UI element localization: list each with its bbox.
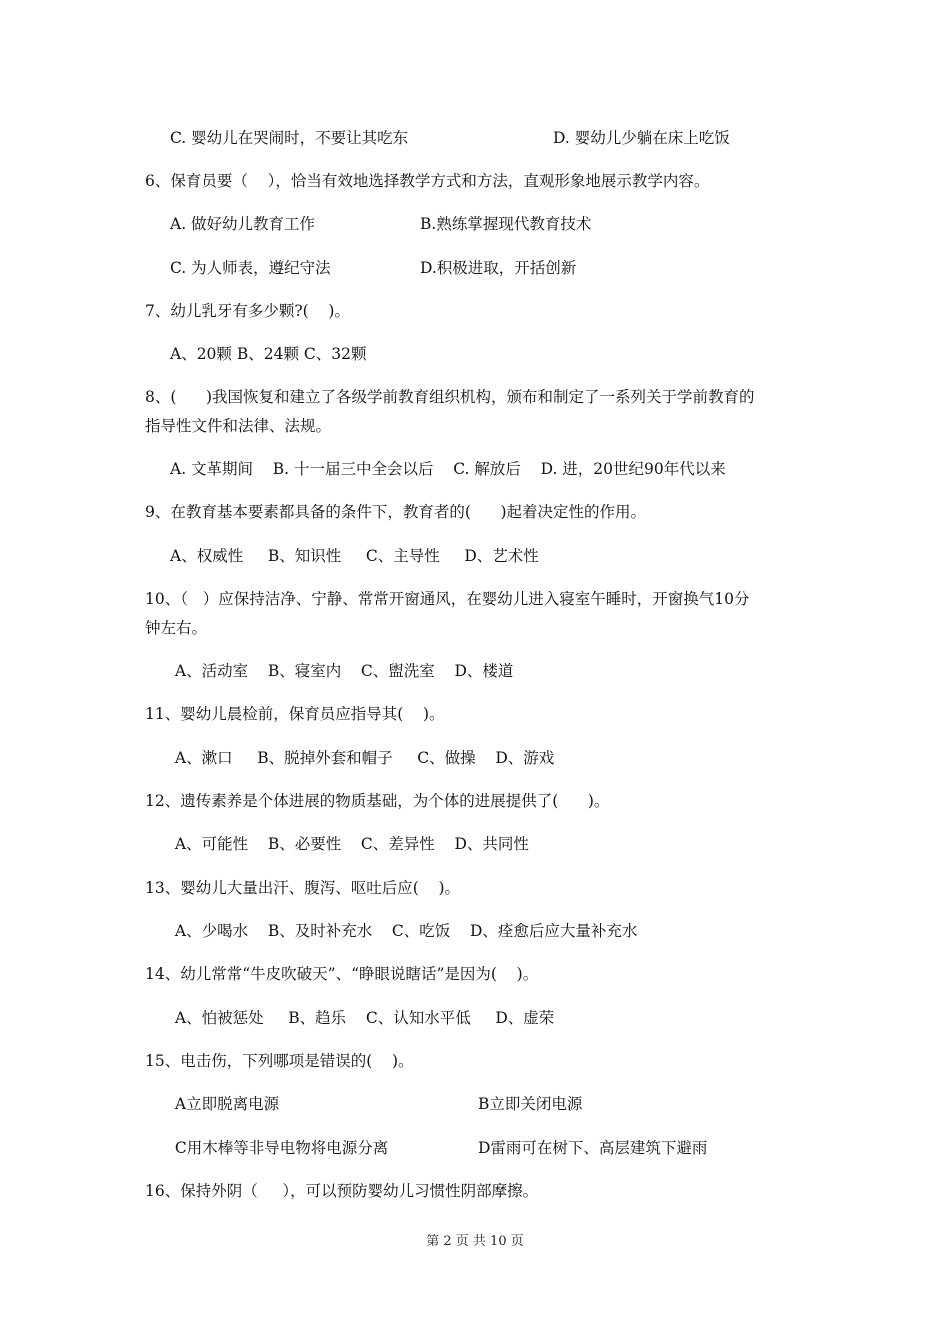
question-14: 14、幼儿常常“牛皮吹破天”、“睁眼说瞎话”是因为( )。 bbox=[145, 965, 539, 983]
question-13: 13、婴幼儿大量出汗、腹泻、呕吐后应( )。 bbox=[145, 879, 461, 897]
option-text: D. 婴幼儿少躺在床上吃饭 bbox=[553, 129, 730, 147]
options-14: A、怕被惩处 B、趋乐 C、认知水平低 D、虚荣 bbox=[170, 1009, 555, 1027]
options-7: A、20颗 B、24颗 C、32颗 bbox=[170, 345, 367, 363]
option-text: C. 为人师表，遵纪守法 bbox=[170, 259, 331, 277]
option-text: B立即关闭电源 bbox=[478, 1095, 583, 1113]
options-10: A、活动室 B、寝室内 C、盥洗室 D、楼道 bbox=[170, 662, 514, 680]
question-11: 11、婴幼儿晨检前，保育员应指导其( )。 bbox=[145, 705, 445, 723]
question-10-cont: 钟左右。 bbox=[145, 619, 208, 637]
question-8-cont: 指导性文件和法律、法规。 bbox=[145, 417, 332, 435]
option-text: D雷雨可在树下、高层建筑下避雨 bbox=[478, 1139, 708, 1157]
option-text: D.积极进取，开括创新 bbox=[420, 259, 577, 277]
options-11: A、漱口 B、脱掉外套和帽子 C、做操 D、游戏 bbox=[170, 749, 555, 767]
question-8: 8、( )我国恢复和建立了各级学前教育组织机构，颁布和制定了一系列关于学前教育的 bbox=[145, 388, 755, 406]
question-15: 15、电击伤，下列哪项是错误的( )。 bbox=[145, 1052, 414, 1070]
question-16: 16、保持外阴（ ），可以预防婴幼儿习惯性阴部摩擦。 bbox=[145, 1182, 539, 1200]
option-text: C用木棒等非导电物将电源分离 bbox=[170, 1139, 389, 1157]
question-12: 12、遗传素养是个体进展的物质基础，为个体的进展提供了( )。 bbox=[145, 792, 610, 810]
options-12: A、可能性 B、必要性 C、差异性 D、共同性 bbox=[170, 835, 529, 853]
options-9: A、权威性 B、知识性 C、主导性 D、艺术性 bbox=[170, 547, 539, 565]
options-8: A. 文革期间 B. 十一届三中全会以后 C. 解放后 D. 进，20世纪90年代以来 bbox=[170, 460, 726, 478]
option-text: A立即脱离电源 bbox=[170, 1095, 280, 1113]
question-7: 7、幼儿乳牙有多少颗?( )。 bbox=[145, 302, 350, 320]
page-footer: 第 2 页 共 10 页 bbox=[426, 1234, 524, 1249]
option-text: B.熟练掌握现代教育技术 bbox=[420, 215, 592, 233]
question-text: C. 婴幼儿在哭闹时，不要让其吃东 bbox=[170, 129, 409, 147]
option-text: A. 做好幼儿教育工作 bbox=[170, 215, 316, 233]
question-6: 6、保育员要（ ），恰当有效地选择教学方式和方法，直观形象地展示教学内容。 bbox=[145, 172, 710, 190]
question-10: 10、（ ）应保持洁净、宁静、常常开窗通风，在婴幼儿进入寝室午睡时，开窗换气10分 bbox=[145, 590, 750, 608]
options-13: A、少喝水 B、及时补充水 C、吃饭 D、痊愈后应大量补充水 bbox=[170, 922, 638, 940]
question-9: 9、在教育基本要素都具备的条件下，教育者的( )起着决定性的作用。 bbox=[145, 503, 647, 521]
